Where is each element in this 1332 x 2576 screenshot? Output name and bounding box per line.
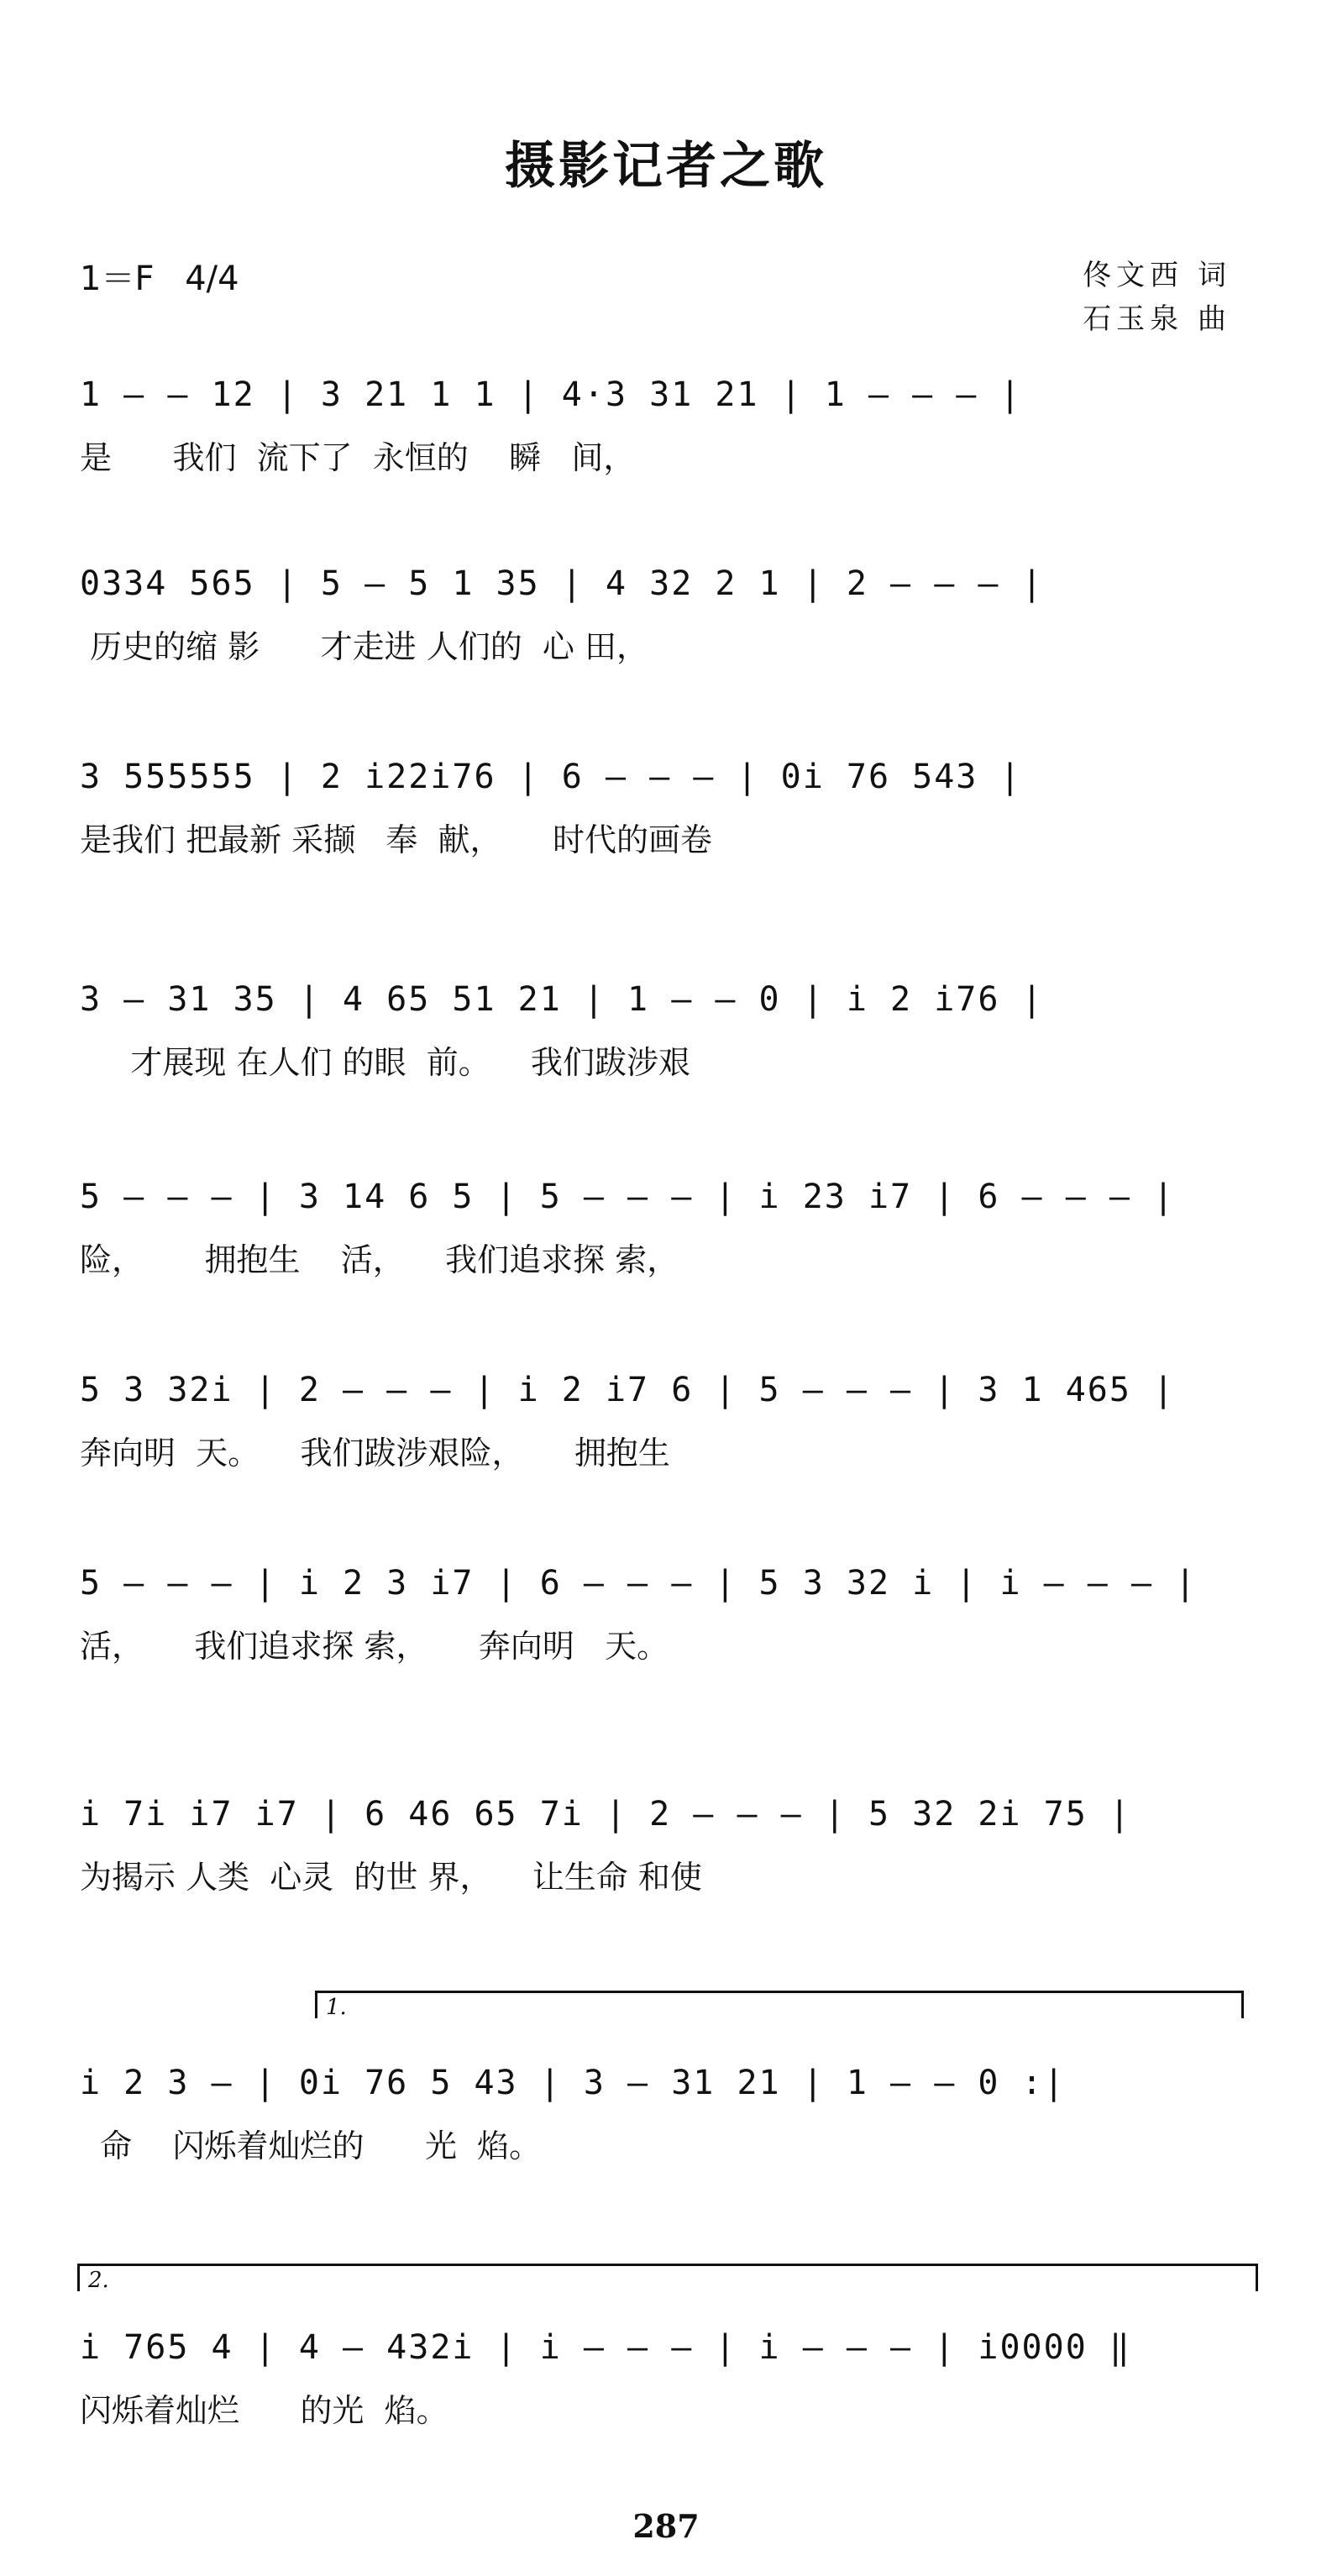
volta-label: 2.: [88, 2268, 109, 2293]
notation-line: 1 — — 12 | 3 21 1 1 | 4·3 31 21 | 1 — — — |: [80, 375, 1022, 414]
lyric-line: 才展现 在人们 的眼 前。 我们跋涉艰: [80, 1044, 691, 1081]
notation-line: 3 555555 | 2 i22i76 | 6 — — — | 0i 76 543 |: [80, 758, 1022, 796]
notation-line: 0334 565 | 5 — 5 1 35 | 4 32 2 1 | 2 — — — |: [80, 564, 1044, 603]
notation-line: i 765 4 | 4 — 432i | i — — — | i — — — | i0000 ‖: [80, 2328, 1131, 2367]
lyric-line: 命 闪烁着灿烂的 光 焰。: [80, 2127, 542, 2164]
second-ending-bracket: [77, 2264, 1258, 2291]
notation-line: 5 3 32i | 2 — — — | i 2 i7 6 | 5 — — — | 3 1 465 |: [80, 1371, 1176, 1409]
notation-line: 5 — — — | i 2 3 i7 | 6 — — — | 5 3 32 i | i — — — |: [80, 1564, 1198, 1603]
score-system-7: [80, 1558, 1272, 1669]
score-system-9: [80, 2058, 1272, 2169]
first-ending-bracket: [315, 1991, 1244, 2018]
notation-line: 5 — — — | 3 14 6 5 | 5 — — — | i 23 i7 | 6 — — — |: [80, 1178, 1176, 1216]
key-signature: 1＝F: [80, 260, 155, 298]
score-system-4: [80, 974, 1272, 1085]
key-and-time: [80, 252, 239, 300]
lyric-line: 是我们 把最新 采撷 奉 献， 时代的画卷: [80, 821, 712, 858]
page-number: 287: [632, 2507, 700, 2545]
notation-line: i 2 3 — | 0i 76 5 43 | 3 — 31 21 | 1 — — 0 :|: [80, 2064, 1066, 2102]
notation-line: 3 — 31 35 | 4 65 51 21 | 1 — — 0 | i 2 i76 |: [80, 980, 1044, 1019]
score-system-8: [80, 1789, 1272, 1900]
lyric-line: 历史的缩 影 才走进 人们的 心 田，: [80, 628, 648, 665]
time-signature: 4/4: [185, 260, 239, 298]
score-system-10: [80, 2322, 1272, 2433]
score-system-6: [80, 1365, 1272, 1476]
lyric-line: 为揭示 人类 心灵 的世 界， 让生命 和使: [80, 1859, 702, 1896]
lyric-line: 是 我们 流下了 永恒的 瞬 间，: [80, 439, 636, 476]
lyricist-credit: 佟文西 词: [1083, 259, 1231, 292]
lyric-line: 活， 我们追求探 索， 奔向明 天。: [80, 1628, 669, 1665]
song-title: 摄影记者之歌: [505, 137, 827, 196]
lyric-line: 奔向明 天。 我们跋涉艰险， 拥抱生: [80, 1435, 670, 1472]
lyric-line: 险， 拥抱生 活， 我们追求探 索，: [80, 1241, 679, 1278]
score-system-1: [80, 370, 1272, 480]
lyric-line: 闪烁着灿烂 的光 焰。: [80, 2392, 448, 2429]
composer-credit: 石玉泉 曲: [1083, 302, 1231, 336]
notation-line: i 7i i7 i7 | 6 46 65 7i | 2 — — — | 5 32 2i 75 |: [80, 1795, 1131, 1834]
score-system-2: [80, 559, 1272, 669]
score-system-5: [80, 1172, 1272, 1283]
score-system-3: [80, 752, 1272, 863]
volta-label: 1.: [326, 1995, 347, 2020]
